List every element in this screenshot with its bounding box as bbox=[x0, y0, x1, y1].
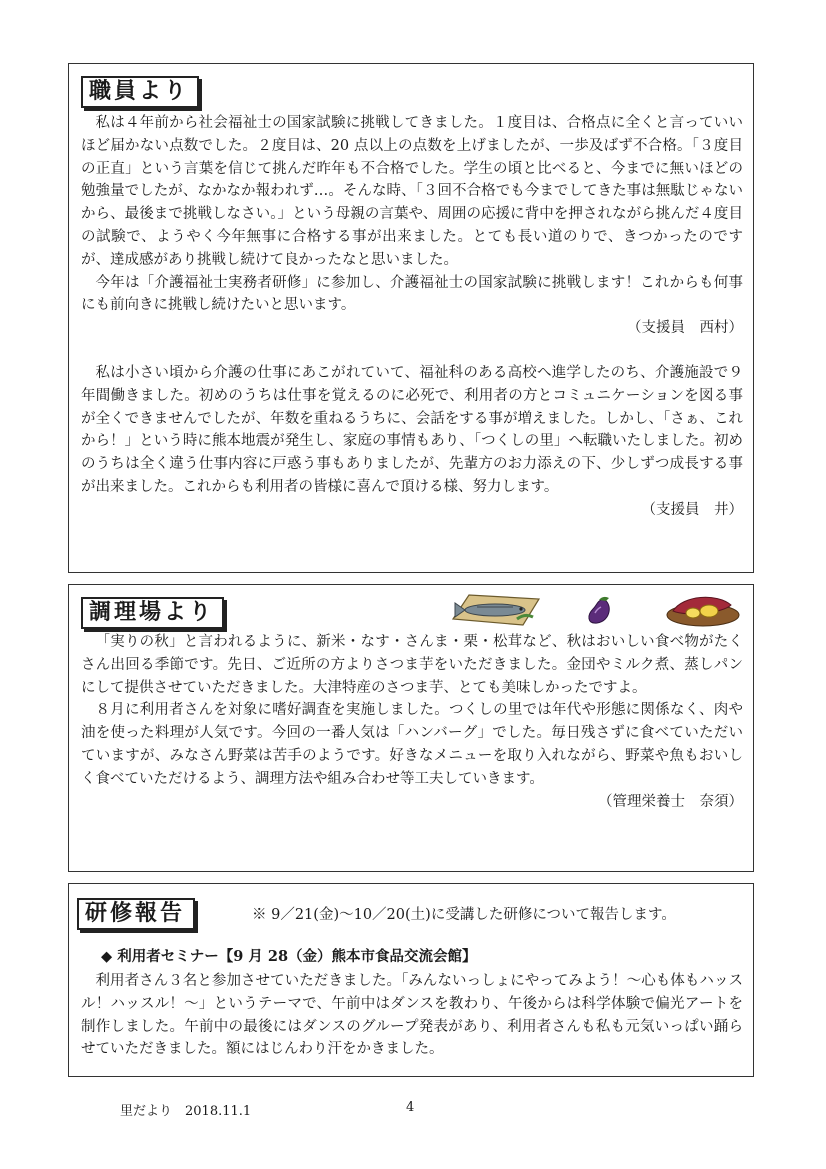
staff-paragraph-1: 私は４年前から社会福祉士の国家試験に挑戦してきました。１度目は、合格点に全くと言っていいほど届かない点数でした。２度目は、20 点以上の点数を上げましたが、一歩及ばず不合格。「３度目の正直」という言葉を信じて挑んだ昨年も不合格でした。学生の頃と比べると、今までに無いほどの勉強量でしたが、なかなか報われず…。そんな時、「３回不合格でも今までしてきた事は無駄じゃないから、最後まで挑戦しなさい。」という母親の言葉や、周囲の応援に背中を押されながら挑んだ４度目の試験で、ようやく今年無事に合格する事が出来ました。とても長い道のりで、きつかったのですが、達成感があり挑戦し続けて良かったなと思いました。 bbox=[81, 115, 743, 268]
training-paragraph: 利用者さん３名と参加させていただきました。「みんないっしょにやってみよう！～心も体もハッスル！ハッスル！～」というテーマで、午前中はダンスを教わり、午後からは科学体験で偏光アートを制作しました。午前中の最後にはダンスのグループ発表があり、利用者さんも私も元気いっぱい踊らせていただきました。額にはじんわり汗をかきました。 bbox=[81, 973, 743, 1058]
kitchen-heading: 調理場より bbox=[81, 597, 224, 629]
staff-signature-1: （支援員 西村） bbox=[627, 320, 743, 337]
training-note: ※ 9／21(金)～10／20(土)に受講した研修について報告します。 bbox=[252, 907, 676, 923]
staff-heading: 職員より bbox=[81, 76, 199, 108]
staff-paragraph-2: 今年は「介護福祉士実務者研修」に参加し、介護福祉士の国家試験に挑戦します！これからも何事にも前向きに挑戦し続けたいと思います。 bbox=[81, 274, 743, 314]
staff-signature-2: （支援員 井） bbox=[641, 501, 743, 518]
seminar-title: ◆ 利用者セミナー【9 月 28（金）熊本市食品交流会館】 bbox=[101, 948, 477, 965]
kitchen-section bbox=[68, 584, 754, 872]
training-text bbox=[81, 970, 743, 1061]
kitchen-text bbox=[81, 631, 743, 813]
kitchen-paragraph-2: ８月に利用者さんを対象に嗜好調査を実施しました。つくしの里では年代や形態に関係なく、肉や油を使った料理が人気です。今回の一番人気は「ハンバーグ」でした。毎日残さずに食べていただいていますが、みなさん野菜は苦手のようです。好きなメニューを取り入れながら、野菜や魚もおいしく食べていただけるよう、調理方法や組み合わせ等工夫していきます。 bbox=[81, 702, 743, 787]
newsletter-footer: 里だより 2018.11.1 bbox=[120, 1104, 252, 1119]
kitchen-paragraph-1: 「実りの秋」と言われるように、新米・なす・さんま・栗・松茸など、秋はおいしい食べ物がたくさん出回る季節です。先日、ご近所の方よりさつま芋をいただきました。金団やミルク煮、蒸しパンにして提供させていただきました。大津特産のさつま芋、とても美味しかったですよ。 bbox=[81, 634, 743, 696]
grilled-fish-icon bbox=[447, 589, 543, 629]
eggplant-icon bbox=[581, 591, 617, 627]
staff-text bbox=[81, 112, 743, 522]
kitchen-signature: （管理栄養士 奈須） bbox=[598, 793, 743, 810]
sweet-potato-icon bbox=[663, 587, 743, 629]
training-section bbox=[68, 883, 754, 1077]
staff-section bbox=[68, 63, 754, 573]
page-number: 4 bbox=[406, 1100, 415, 1115]
staff-paragraph-3: 私は小さい頃から介護の仕事にあこがれていて、福祉科のある高校へ進学したのち、介護施設で９年間働きました。初めのうちは仕事を覚えるのに必死で、利用者の方とコミュニケーションを図る事が全くできませんでしたが、年数を重ねるうちに、会話をする事が増えました。しかし、「さぁ、これから！」という時に熊本地震が発生し、家庭の事情もあり、「つくしの里」へ転職いたしました。初めのうちは全く違う仕事内容に戸惑う事もありましたが、先輩方のお力添えの下、少しずつ成長する事が出来ました。これからも利用者の皆様に喜んで頂ける様、努力します。 bbox=[81, 364, 743, 495]
training-heading: 研修報告 bbox=[77, 898, 195, 930]
